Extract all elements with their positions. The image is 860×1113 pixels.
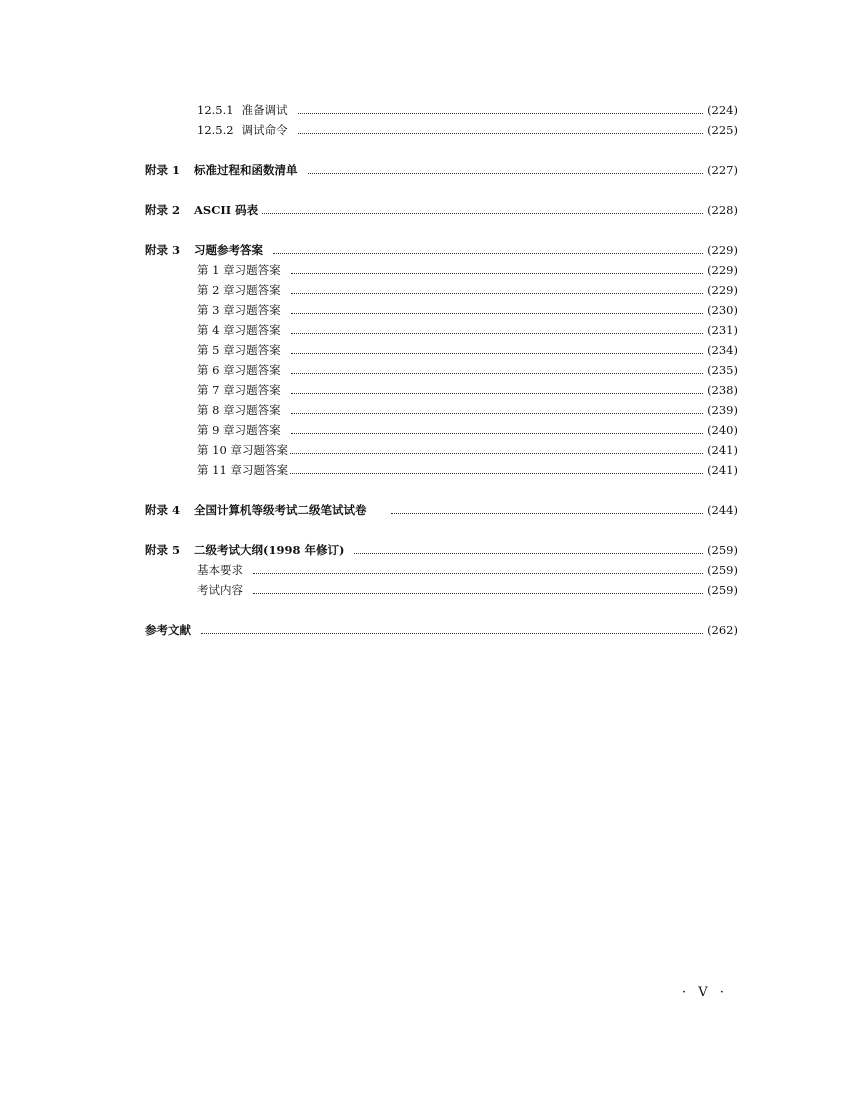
entry-title: 第 6 章习题答案 [197,363,281,377]
page-number: (241) [707,463,738,477]
entry-title: 第 3 章习题答案 [197,303,281,317]
entry-title: ASCII 码表 [194,203,259,217]
page-number: (259) [707,563,738,577]
toc-entry-chapter-5-answers[interactable] [197,341,738,359]
page-number: (234) [707,343,738,357]
toc-entry-references[interactable] [145,621,738,639]
dot-leader [298,113,703,114]
dot-leader [253,573,703,574]
toc-entry-chapter-2-answers[interactable] [197,281,738,299]
entry-title: 准备调试 [241,103,288,117]
toc-entry-chapter-9-answers[interactable] [197,421,738,439]
page-number: (228) [707,203,738,217]
page-folio: · V · [682,985,728,1000]
page-number: (238) [707,383,738,397]
dot-leader [291,273,703,274]
entry-title: 第 9 章习题答案 [197,423,281,437]
toc-entry-chapter-11-answers[interactable] [197,461,738,479]
toc-entry-chapter-1-answers[interactable] [197,261,738,279]
page-number: (240) [707,423,738,437]
page-number: (229) [707,243,738,257]
dot-leader [291,333,703,334]
toc-entry-appendix-3[interactable] [145,241,738,259]
dot-leader [308,173,704,174]
page-number: (225) [707,123,738,137]
dot-leader [290,453,703,454]
toc-entry-chapter-7-answers[interactable] [197,381,738,399]
toc-entry-basic-requirements[interactable] [197,561,738,579]
toc-entry-chapter-6-answers[interactable] [197,361,738,379]
appendix-number: 附录 5 [145,543,181,557]
dot-leader [291,413,703,414]
dot-leader [253,593,703,594]
dot-leader [354,553,703,554]
page-number: (230) [707,303,738,317]
page-number: (239) [707,403,738,417]
page-number: (229) [707,283,738,297]
toc-entry-chapter-10-answers[interactable] [197,441,738,459]
appendix-number: 附录 1 [145,163,181,177]
page-number: (227) [707,163,738,177]
appendix-number: 附录 4 [145,503,181,517]
page-number: (259) [707,583,738,597]
dot-leader [201,633,703,634]
appendix-number: 附录 3 [145,243,181,257]
entry-title: 二级考试大纲(1998 年修订) [194,543,345,557]
entry-title: 习题参考答案 [194,243,263,257]
toc-entry-appendix-1[interactable] [145,161,738,179]
entry-title: 第 1 章习题答案 [197,263,281,277]
page-number: (231) [707,323,738,337]
entry-title: 考试内容 [197,583,243,597]
page-number: (224) [707,103,738,117]
entry-title: 第 8 章习题答案 [197,403,281,417]
page-number: (235) [707,363,738,377]
entry-title: 标准过程和函数清单 [194,163,298,177]
toc-entry-chapter-4-answers[interactable] [197,321,738,339]
dot-leader [291,433,703,434]
toc-entry-chapter-3-answers[interactable] [197,301,738,319]
toc-entry-appendix-4[interactable] [145,501,738,519]
dot-leader [290,473,703,474]
entry-title: 调试命令 [241,123,288,137]
section-number: 12.5.2 [197,123,234,137]
dot-leader [291,353,703,354]
entry-title: 全国计算机等级考试二级笔试试卷 [194,503,367,517]
page-number: (262) [707,623,738,637]
dot-leader [291,293,703,294]
entry-title: 第 10 章习题答案 [197,443,288,457]
dot-leader [291,373,703,374]
dot-leader [273,253,703,254]
toc-entry-appendix-5[interactable] [145,541,738,559]
entry-title: 第 5 章习题答案 [197,343,281,357]
page-number: (244) [707,503,738,517]
section-number: 12.5.1 [197,103,234,117]
toc-entry-12-5-2[interactable] [197,121,738,139]
toc-entry-appendix-2[interactable] [145,201,738,219]
entry-title: 第 11 章习题答案 [197,463,288,477]
dot-leader [262,213,703,214]
dot-leader [291,313,703,314]
entry-title: 第 4 章习题答案 [197,323,281,337]
entry-title: 第 7 章习题答案 [197,383,281,397]
toc-entry-exam-content[interactable] [197,581,738,599]
appendix-number: 附录 2 [145,203,181,217]
entry-title: 基本要求 [197,563,243,577]
toc-entry-chapter-8-answers[interactable] [197,401,738,419]
dot-leader [298,133,703,134]
page-number: (241) [707,443,738,457]
page-number: (229) [707,263,738,277]
dot-leader [291,393,703,394]
page-number: (259) [707,543,738,557]
entry-title: 第 2 章习题答案 [197,283,281,297]
toc-entry-12-5-1[interactable] [197,101,738,119]
entry-title: 参考文献 [145,623,191,637]
dot-leader [391,513,704,514]
